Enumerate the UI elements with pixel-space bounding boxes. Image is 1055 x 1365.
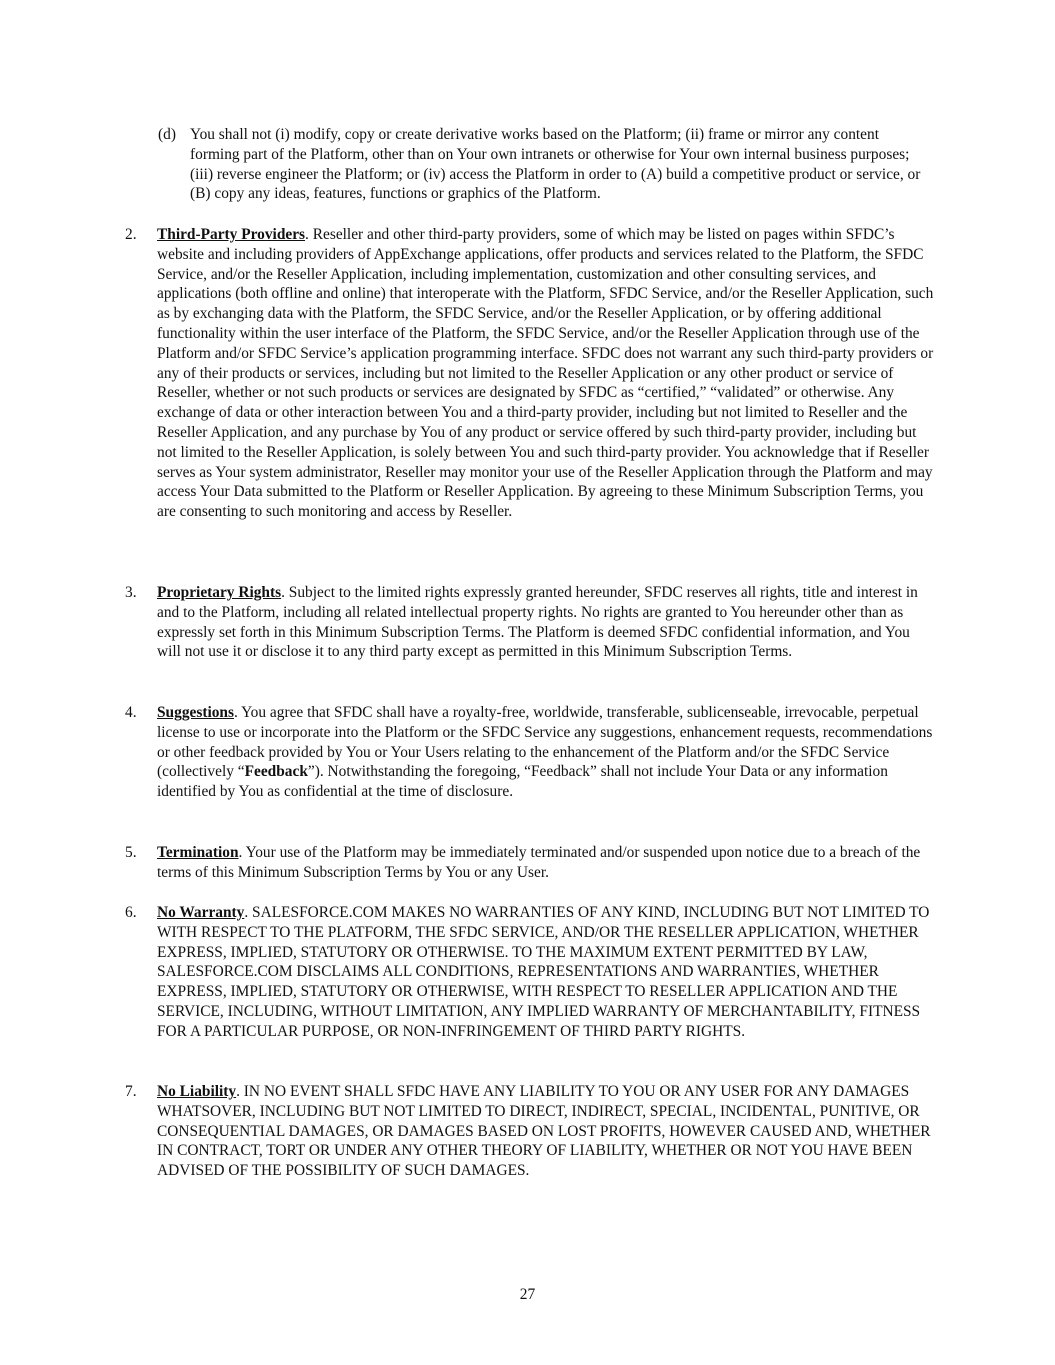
section-text: ”). Notwithstanding the foregoing, “Feedback” shall not include Your Data or any information identified by You as confidential at the time of disclosure. — [157, 763, 888, 801]
section-body — [157, 225, 935, 522]
section-heading: Termination — [157, 844, 239, 861]
section-3 — [125, 583, 935, 662]
defined-term-feedback: Feedback — [244, 763, 308, 781]
section-number: 4. — [125, 704, 137, 721]
section-number: 6. — [125, 904, 137, 921]
section-text: . Your use of the Platform may be immediately terminated and/or suspended upon notice due to a breach of the terms of this Minimum Subscription Terms by You or any User. — [157, 844, 921, 881]
section-text: . SALESFORCE.COM MAKES NO WARRANTIES OF ANY KIND, INCLUDING BUT NOT LIMITED TO WITH RESPECT TO THE PLATFORM, THE SFDC SERVICE, AND/OR THE RESELLER APPLICATION, WHETHER EXPRESS, IMPLIED, STATUTORY OR OTHERWISE. TO THE MAXIMUM EXTENT PERMITTED BY LAW, SALESFORCE.COM DISCLAIMS ALL CONDITIONS, REPRESENTATIONS AND WARRANTIES, WHETHER EXPRESS, IMPLIED, STATUTORY OR OTHERWISE, WITH RESPECT TO RESELLER APPLICATION AND THE SERVICE, INCLUDING, WITHOUT LIMITATION, ANY IMPLIED WARRANTY OF MERCHANTABILITY, FITNESS FOR A PARTICULAR PURPOSE, OR NON-INFRINGEMENT OF THIRD PARTY RIGHTS. — [157, 904, 930, 1040]
section-2 — [125, 225, 935, 522]
section-body — [157, 1082, 935, 1181]
section-text: . You agree that SFDC shall have a royalty-free, worldwide, transferable, sublicenseable, irrevocable, perpetual license to use or incorporate into the Platform or the SFDC Service any suggestions, enhancement requests, recommendations or other feedback provided by You or Your Users relating to the enhancement of the Platform and/or the SFDC Service (collectively “ — [157, 704, 933, 781]
section-body — [157, 583, 935, 662]
section-number: 7. — [125, 1083, 137, 1100]
section-number: 2. — [125, 226, 137, 243]
section-number: 5. — [125, 844, 137, 861]
section-heading: Proprietary Rights — [157, 584, 282, 601]
section-heading: No Liability — [157, 1083, 237, 1100]
section-body — [157, 903, 935, 1042]
section-heading: Third-Party Providers — [157, 226, 306, 243]
section-body — [157, 843, 935, 883]
section-body — [157, 703, 935, 802]
section-5 — [125, 843, 935, 883]
subitem-d — [158, 125, 928, 204]
page-number: 27 — [519, 1286, 536, 1303]
section-text: . IN NO EVENT SHALL SFDC HAVE ANY LIABILITY TO YOU OR ANY USER FOR ANY DAMAGES WHATSOVER, INCLUDING BUT NOT LIMITED TO DIRECT, INDIRECT, SPECIAL, INCIDENTAL, PUNITIVE, OR CONSEQUENTIAL DAMAGES, OR DAMAGES BASED ON LOST PROFITS, HOWEVER CAUSED AND, WHETHER IN CONTRACT, TORT OR UNDER ANY OTHER THEORY OF LIABILITY, WHETHER OR NOT YOU HAVE BEEN ADVISED OF THE POSSIBILITY OF SUCH DAMAGES. — [157, 1083, 931, 1180]
section-4 — [125, 703, 935, 802]
subitem-d-text: You shall not (i) modify, copy or create derivative works based on the Platform; (ii) frame or mirror any content forming part of the Platform, other than on Your own intranets or otherwise for Your own internal business purposes; (iii) reverse engineer the Platform; or (iv) access the Platform in order to (A) build a competitive product or service, or (B) copy any ideas, features, functions or graphics of the Platform. — [190, 126, 921, 203]
section-7 — [125, 1082, 935, 1181]
section-text: . Subject to the limited rights expressly granted hereunder, SFDC reserves all rights, title and interest in and to the Platform, including all related intellectual property rights. No rights are granted to You hereunder other than as expressly set forth in this Minimum Subscription Terms. The Platform is deemed SFDC confidential information, and You will not use it or disclose it to any third party except as permitted in this Minimum Subscription Terms. — [157, 584, 918, 661]
section-heading: Suggestions — [157, 704, 234, 721]
subitem-d-marker: (d) — [158, 126, 176, 143]
section-number: 3. — [125, 584, 137, 601]
section-6 — [125, 903, 935, 1042]
section-text: . Reseller and other third-party providers, some of which may be listed on pages within SFDC’s website and including providers of AppExchange applications, offer products and services related to the Platform, the SFDC Service, and/or the Reseller Application, including implementation, customization and other consulting services, and applications (both offline and online) that interoperate with the Platform, SFDC Service, and/or the Reseller Application, such as by exchanging data with the Platform, the SFDC Service, and/or the Reseller Application, or by offering additional functionality within the user interface of the Platform, the SFDC Service, and/or the Reseller Application through use of the Platform and/or SFDC Service’s application programming interface. SFDC does not warrant any such third-party providers or any of their products or services, including but not limited to the Reseller Application or any other product or service of Reseller, whether or not such products or services are designated by SFDC as “certified,” “validated” or otherwise. Any exchange of data or other interaction between You and a third-party provider, including but not limited to Reseller and the Reseller Application, and any purchase by You of any product or service offered by such third-party provider, including but not limited to the Reseller Application, is solely between You and such third-party provider. You acknowledge that if Reseller serves as Your system administrator, Reseller may monitor your use of the Reseller Application through the Platform and may access Your Data submitted to the Platform or Reseller Application. By agreeing to these Minimum Subscription Terms, you are consenting to such monitoring and access by Reseller. — [157, 226, 934, 521]
section-heading: No Warranty — [157, 904, 245, 921]
